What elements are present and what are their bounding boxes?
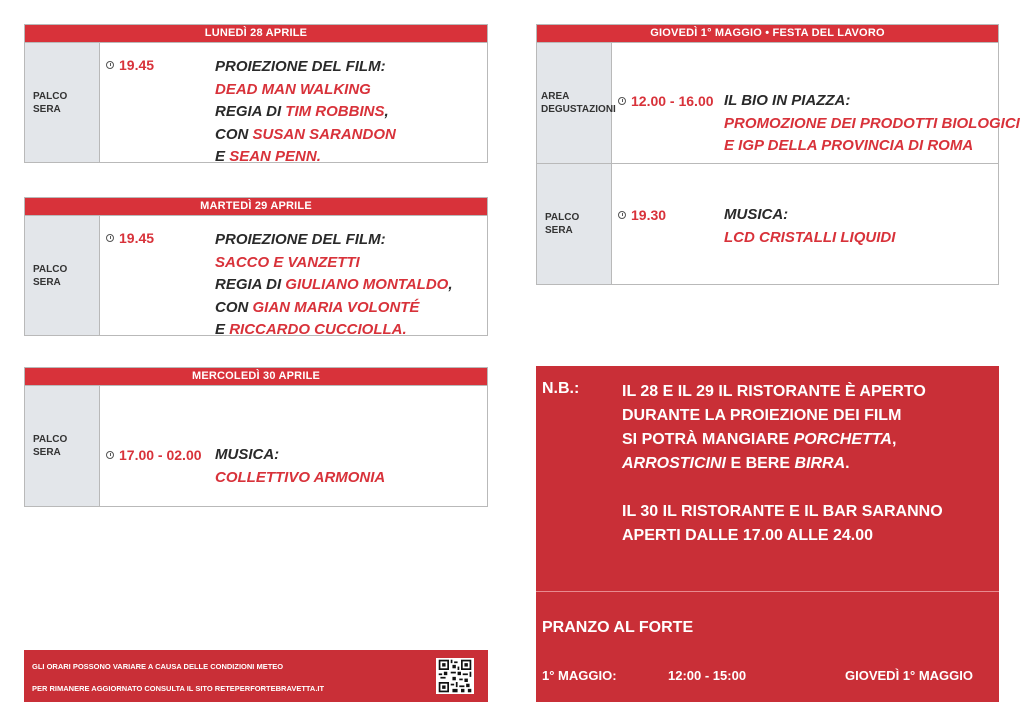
description-line bbox=[724, 227, 895, 250]
notice-segment: IL 28 E IL 29 IL RISTORANTE È APERTO bbox=[622, 383, 926, 400]
description-line bbox=[215, 229, 453, 252]
time-cell bbox=[612, 164, 724, 284]
highlight-text: COLLETTIVO ARMONIA bbox=[215, 468, 386, 486]
notice-segment: IL 30 IL RISTORANTE E IL BAR SARANNO bbox=[622, 503, 943, 520]
notice-text bbox=[622, 380, 943, 548]
highlight-text: TIM ROBBINS bbox=[285, 103, 385, 120]
event-description bbox=[215, 386, 385, 506]
highlight-text: LCD CRISTALLI LIQUIDI bbox=[724, 228, 896, 246]
footer-website-note: PER RIMANERE AGGIORNATO CONSULTA IL SITO RETEPERFORTEBRAVETTA.IT bbox=[32, 684, 325, 693]
event-description bbox=[215, 43, 396, 165]
time-cell bbox=[100, 43, 215, 162]
description-line bbox=[215, 252, 453, 275]
description-text: , bbox=[384, 103, 389, 120]
time-label: 17.00 - 02.00 bbox=[119, 447, 202, 463]
time-label: 19.45 bbox=[119, 230, 155, 246]
description-line bbox=[724, 90, 1020, 113]
description-text: E bbox=[215, 321, 230, 338]
notice-line bbox=[622, 428, 943, 452]
day-card-monday bbox=[24, 24, 488, 163]
time-cell bbox=[100, 216, 215, 335]
description-line bbox=[215, 124, 396, 147]
event-description bbox=[724, 164, 895, 284]
footer-weather-note: GLI ORARI POSSONO VARIARE A CAUSA DELLE CONDIZIONI METEO bbox=[32, 662, 284, 671]
day-header: LUNEDÌ 28 APRILE bbox=[25, 25, 487, 42]
day-card-tuesday bbox=[24, 197, 488, 336]
description-line bbox=[724, 204, 895, 227]
description-line bbox=[215, 297, 453, 320]
description-line bbox=[215, 274, 453, 297]
description-text: MUSICA: bbox=[215, 446, 280, 463]
event-description bbox=[724, 43, 1020, 163]
day-card-thursday bbox=[536, 24, 1020, 285]
highlight-text: GIAN MARIA VOLONTÉ bbox=[252, 298, 420, 316]
venue-label: PALCO SERA bbox=[33, 263, 68, 288]
day-header: MARTEDÌ 29 APRILE bbox=[25, 198, 487, 215]
description-text: , bbox=[448, 276, 453, 293]
schedule-row bbox=[25, 215, 487, 338]
qr-code-icon[interactable] bbox=[436, 658, 474, 694]
time-cell bbox=[612, 43, 724, 163]
description-line bbox=[215, 101, 396, 124]
schedule-row bbox=[25, 42, 487, 165]
description-text: PROIEZIONE DEL FILM: bbox=[215, 58, 386, 75]
day-card-wednesday bbox=[24, 367, 488, 507]
lunch-row bbox=[542, 668, 973, 683]
description-text: CON bbox=[215, 125, 253, 143]
highlight-text: RICCARDO CUCCIOLLA. bbox=[229, 321, 407, 338]
description-line bbox=[215, 444, 385, 467]
notice-panel bbox=[536, 366, 999, 702]
schedule-row bbox=[25, 385, 487, 506]
highlight-text: DEAD MAN WALKING bbox=[215, 80, 371, 98]
schedule-row bbox=[537, 42, 1020, 163]
venue-cell bbox=[25, 43, 100, 162]
time-label: 19.45 bbox=[119, 57, 155, 73]
notice-line bbox=[622, 404, 943, 428]
notice-tag: N.B.: bbox=[542, 380, 580, 397]
notice-segment: E BERE bbox=[726, 455, 795, 472]
day-header: GIOVEDÌ 1° MAGGIO • FESTA DEL LAVORO bbox=[537, 25, 998, 42]
notice-emphasis: PORCHETTA bbox=[793, 431, 892, 448]
venue-label: PALCO SERA bbox=[33, 434, 68, 458]
day-header: MERCOLEDÌ 30 APRILE bbox=[25, 368, 487, 385]
venue-cell bbox=[25, 386, 100, 506]
description-line bbox=[215, 56, 396, 79]
clock-icon bbox=[106, 451, 114, 459]
highlight-text: GIULIANO MONTALDO bbox=[285, 276, 449, 293]
description-text: CON bbox=[215, 298, 253, 316]
lunch-hours: 12:00 - 15:00 bbox=[668, 668, 747, 683]
description-text: IL BIO IN PIAZZA: bbox=[724, 92, 851, 109]
description-text: MUSICA: bbox=[724, 206, 789, 223]
highlight-text: PROMOZIONE DEI PRODOTTI BIOLOGICI bbox=[724, 114, 1020, 132]
venue-cell bbox=[25, 216, 100, 335]
highlight-text: E IGP DELLA PROVINCIA DI ROMA bbox=[724, 137, 974, 154]
highlight-text: SEAN PENN. bbox=[229, 148, 321, 165]
notice-segment: SI POTRÀ MANGIARE bbox=[622, 431, 794, 448]
description-line bbox=[215, 467, 385, 490]
description-text: PROIEZIONE DEL FILM: bbox=[215, 231, 386, 248]
notice-line bbox=[622, 524, 943, 548]
clock-icon bbox=[618, 211, 626, 219]
notice-line bbox=[622, 500, 943, 524]
highlight-text: SACCO E VANZETTI bbox=[215, 253, 360, 271]
highlight-text: SUSAN SARANDON bbox=[252, 125, 396, 143]
lunch-day: GIOVEDÌ 1° MAGGIO bbox=[845, 668, 973, 683]
notice-segment: APERTI DALLE 17.00 ALLE 24.00 bbox=[622, 527, 874, 544]
time-label: 12.00 - 16.00 bbox=[631, 93, 714, 109]
notice-emphasis: ARROSTICINI bbox=[622, 455, 726, 472]
lunch-title: PRANZO AL FORTE bbox=[542, 619, 694, 636]
description-line bbox=[215, 79, 396, 102]
venue-label: AREA DEGUSTAZIONI bbox=[541, 91, 616, 115]
description-text: REGIA DI bbox=[215, 276, 286, 293]
venue-cell bbox=[537, 43, 616, 163]
event-description bbox=[215, 216, 453, 338]
notice-segment: DURANTE LA PROIEZIONE DEI FILM bbox=[622, 407, 902, 424]
venue-cell bbox=[537, 164, 612, 284]
venue-label: PALCO SERA bbox=[545, 212, 580, 236]
description-line bbox=[215, 146, 396, 169]
notice-line bbox=[622, 476, 943, 500]
time-label: 19.30 bbox=[631, 207, 667, 223]
description-line bbox=[724, 113, 1020, 136]
clock-icon bbox=[618, 97, 626, 105]
notice-segment: , bbox=[891, 431, 897, 448]
schedule-row bbox=[537, 163, 998, 284]
notice-line bbox=[622, 452, 943, 476]
divider bbox=[536, 591, 999, 592]
venue-label: PALCO SERA bbox=[33, 90, 68, 115]
description-text: REGIA DI bbox=[215, 103, 286, 120]
notice-emphasis: BIRRA bbox=[794, 455, 846, 472]
notice-segment: . bbox=[845, 455, 850, 472]
notice-line bbox=[622, 380, 943, 404]
footer-bar bbox=[24, 650, 488, 702]
description-text: E bbox=[215, 148, 230, 165]
description-line bbox=[215, 319, 453, 342]
clock-icon bbox=[106, 234, 114, 242]
time-cell bbox=[100, 386, 215, 506]
description-line bbox=[724, 135, 1020, 158]
clock-icon bbox=[106, 61, 114, 69]
lunch-date-label: 1° MAGGIO: bbox=[542, 668, 617, 683]
